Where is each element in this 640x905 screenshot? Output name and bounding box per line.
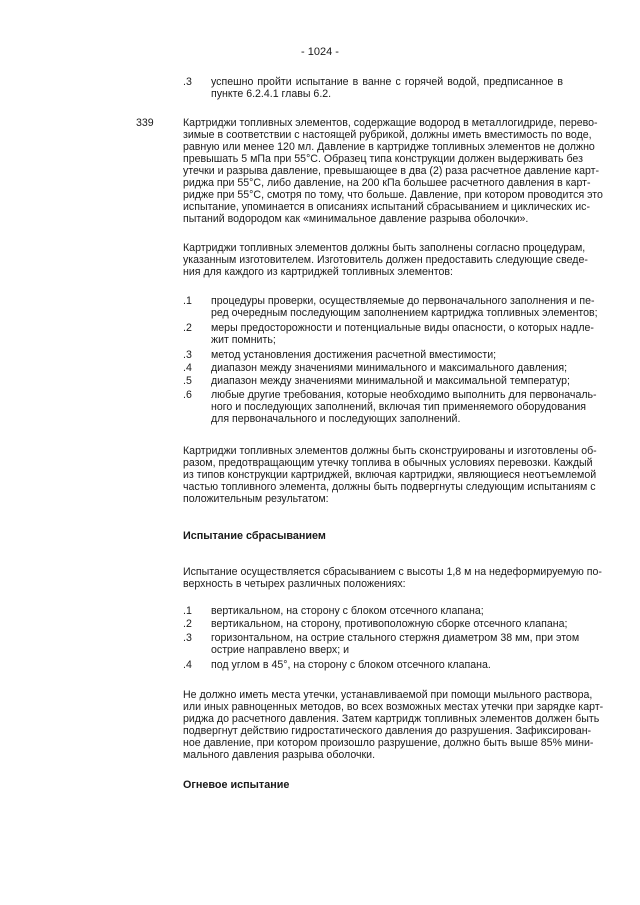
paragraph-line: из типов конструкции картриджей, включая картриджи, являющиеся неотъемлемой	[183, 469, 597, 481]
list-item-line: острие направлено вверх; и	[211, 644, 349, 656]
paragraph-line: зимые в соответствии с настоящей рубрикой, должны иметь вместимость по воде,	[183, 129, 592, 141]
list-item-line: успешно пройти испытание в ванне с горячей водой, предписанное в	[211, 76, 563, 88]
list-item-line: ред очередным последующим заполнением картриджа топливных элементов;	[211, 307, 598, 319]
paragraph-line: Картриджи топливных элементов должны быть сконструированы и изготовлены об-	[183, 445, 597, 457]
list-item-line: меры предосторожности и потенциальные виды опасности, о которых надле-	[211, 322, 594, 334]
paragraph-line: равную или менее 120 мл. Давление в картридже топливных элементов не должно	[183, 141, 595, 153]
paragraph-line: указанным изготовителем. Изготовитель должен предоставить следующие сведе-	[183, 254, 588, 266]
list-item-number: .4	[183, 362, 192, 374]
paragraph-line: утечки и разрыва давление, превышающее в два (2) раза расчетное давление карт-	[183, 165, 600, 177]
list-item-line: вертикальном, на сторону, противоположную сборке отсечного клапана;	[211, 618, 568, 630]
paragraph-line: риджа до расчетного давления. Затем картридж топливных элементов должен быть	[183, 713, 600, 725]
section-heading: Огневое испытание	[183, 779, 290, 791]
list-item-line: жит помнить;	[211, 334, 276, 346]
list-item-line: ного и последующих заполнений, включая тип применяемого оборудования	[211, 401, 586, 413]
page-number: - 1024 -	[301, 46, 339, 58]
list-item-line: вертикальном, на сторону с блоком отсечного клапана;	[211, 605, 484, 617]
list-item-number: .3	[183, 632, 192, 644]
paragraph-line: или иных равноценных методов, во всех возможных местах утечки при зарядке карт-	[183, 701, 604, 713]
list-item-line: процедуры проверки, осуществляемые до первоначального заполнения и пе-	[211, 295, 595, 307]
paragraph-line: Испытание осуществляется сбрасыванием с высоты 1,8 м на недеформируемую по-	[183, 566, 602, 578]
paragraph-line: Картриджи топливных элементов, содержащие водород в металлогидриде, перево-	[183, 117, 598, 129]
list-item-line: метод установления достижения расчетной вместимости;	[211, 349, 497, 361]
list-item-number: .2	[183, 618, 192, 630]
list-item-number: .6	[183, 389, 192, 401]
provision-number: 339	[136, 117, 154, 129]
paragraph-line: подвергнут действию гидростатического давления до разрушения. Зафиксирован-	[183, 725, 592, 737]
list-item-number: .1	[183, 605, 192, 617]
paragraph-line: ное давление, при котором произошло разрушение, должно быть выше 85% мини-	[183, 737, 594, 749]
paragraph-line: риджа при 55°C, либо давление, на 200 кПа большее расчетного давления в карт-	[183, 177, 591, 189]
paragraph-line: частью топливного элемента, должны быть подвергнуты следующим испытаниям с	[183, 481, 596, 493]
paragraph-line: испытание, упоминается в описаниях испытаний сбрасыванием и циклических ис-	[183, 201, 591, 213]
list-item-line: диапазон между значениями минимального и максимального давления;	[211, 362, 568, 374]
paragraph-line: разом, предотвращающим утечку топлива в обычных условиях перевозки. Каждый	[183, 457, 593, 469]
paragraph-line: мального давления разрыва оболочки.	[183, 749, 376, 761]
section-heading: Испытание сбрасыванием	[183, 530, 326, 542]
paragraph-line: Картриджи топливных элементов должны быть заполнены согласно процедурам,	[183, 242, 586, 254]
paragraph-line: ния для каждого из картриджей топливных элементов:	[183, 266, 453, 278]
list-item-line: диапазон между значениями минимальной и максимальной температур;	[211, 375, 570, 387]
list-item-line: под углом в 45°, на сторону с блоком отсечного клапана.	[211, 659, 491, 671]
list-item-line: для первоначального и последующих заполнений.	[211, 413, 461, 425]
paragraph-line: Не должно иметь места утечки, устанавливаемой при помощи мыльного раствора,	[183, 689, 593, 701]
list-item-line: горизонтальном, на острие стального стержня диаметром 38 мм, при этом	[211, 632, 580, 644]
list-item-number: .1	[183, 295, 192, 307]
paragraph-line: превышать 5 мПа при 55°C. Образец типа конструкции должен выдерживать без	[183, 153, 583, 165]
list-item-number: .3	[183, 349, 192, 361]
list-item-number: .2	[183, 322, 192, 334]
paragraph-line: положительным результатом:	[183, 493, 329, 505]
list-item-line: пункте 6.2.4.1 главы 6.2.	[211, 88, 332, 100]
paragraph-line: ридже при 55°C, смотря по тому, что больше. Давление, при котором проводится это	[183, 189, 603, 201]
paragraph-line: пытаний водородом как «минимальное давление разрыва оболочки».	[183, 213, 529, 225]
list-item-line: любые другие требования, которые необходимо выполнить для первоначаль-	[211, 389, 597, 401]
list-item-number: .3	[183, 76, 192, 88]
list-item-number: .4	[183, 659, 192, 671]
list-item-number: .5	[183, 375, 192, 387]
paragraph-line: верхность в четырех различных положениях:	[183, 578, 406, 590]
